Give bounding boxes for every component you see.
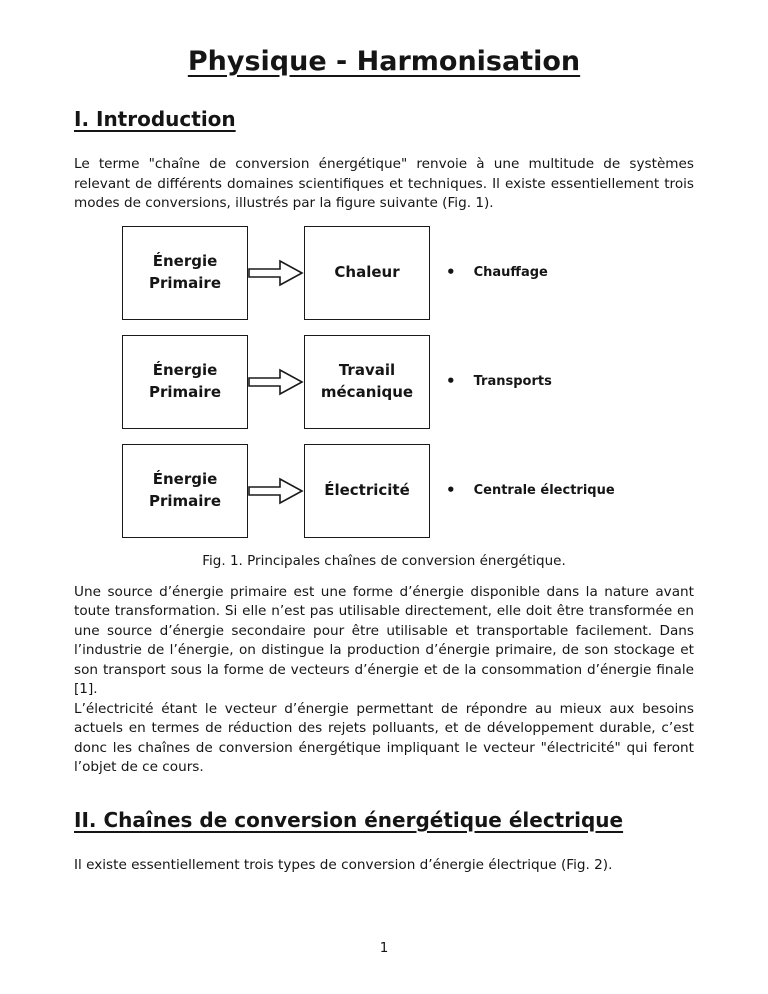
figure-example <box>446 374 552 389</box>
bullet-icon: • <box>446 481 456 499</box>
figure-row-mechanical-work <box>122 335 694 429</box>
figure-row-heat <box>122 226 694 320</box>
intro-paragraph-3: L’électricité étant le vecteur d’énergie permettant de répondre au mieux aux besoins actuels en termes de réduction des rejets polluants, et de développement durable, c’est donc les chaînes de conversion énergétique impliquant le vecteur "électricité" qui feront l’objet de ce cours. <box>74 700 694 775</box>
example-label: Centrale électrique <box>473 483 615 498</box>
figure-rows <box>122 226 694 538</box>
bullet-icon: • <box>446 372 456 390</box>
right-arrow-icon <box>248 259 304 287</box>
figure-example <box>446 265 548 280</box>
source-box: Énergie Primaire <box>122 226 248 320</box>
example-label: Chauffage <box>473 265 548 280</box>
source-box: Énergie Primaire <box>122 335 248 429</box>
page-number: 1 <box>379 940 389 956</box>
intro-paragraph-1: Le terme "chaîne de conversion énergétique" renvoie à une multitude de systèmes relevant de différents domaines scientifiques et techniques. Il existe essentiellement trois modes de conversions, illustrés par la figure suivante (Fig. 1). <box>74 156 694 211</box>
bullet-icon: • <box>446 263 456 281</box>
document-title: Physique - Harmonisation <box>187 46 581 77</box>
section-heading-chaines-conversion: II. Chaînes de conversion énergétique électrique <box>74 807 624 832</box>
figure-1 <box>74 226 694 569</box>
figure-caption: Fig. 1. Principales chaînes de conversion énergétique. <box>202 552 566 569</box>
section-heading-introduction: I. Introduction <box>74 107 236 131</box>
right-arrow-icon <box>248 368 304 396</box>
target-box: Travail mécanique <box>304 335 430 429</box>
section2-paragraph-1: Il existe essentiellement trois types de conversion d’énergie électrique (Fig. 2). <box>74 856 613 873</box>
figure-example <box>446 483 615 498</box>
example-label: Transports <box>473 374 552 389</box>
right-arrow-icon <box>248 477 304 505</box>
source-box: Énergie Primaire <box>122 444 248 538</box>
target-box: Électricité <box>304 444 430 538</box>
intro-paragraph-2: Une source d’énergie primaire est une forme d’énergie disponible dans la nature avant toute transformation. Si elle n’est pas utilisable directement, elle doit être transformée en une source d’énergie secondaire pour être utilisable et transportable facilement. Dans l’industrie de l’énergie, on distingue la production d’énergie primaire, de son stockage et son transport sous la forme de vecteurs d’énergie et de la consommation d’énergie finale [1]. <box>74 583 694 697</box>
target-box: Chaleur <box>304 226 430 320</box>
figure-row-electricity <box>122 444 694 538</box>
